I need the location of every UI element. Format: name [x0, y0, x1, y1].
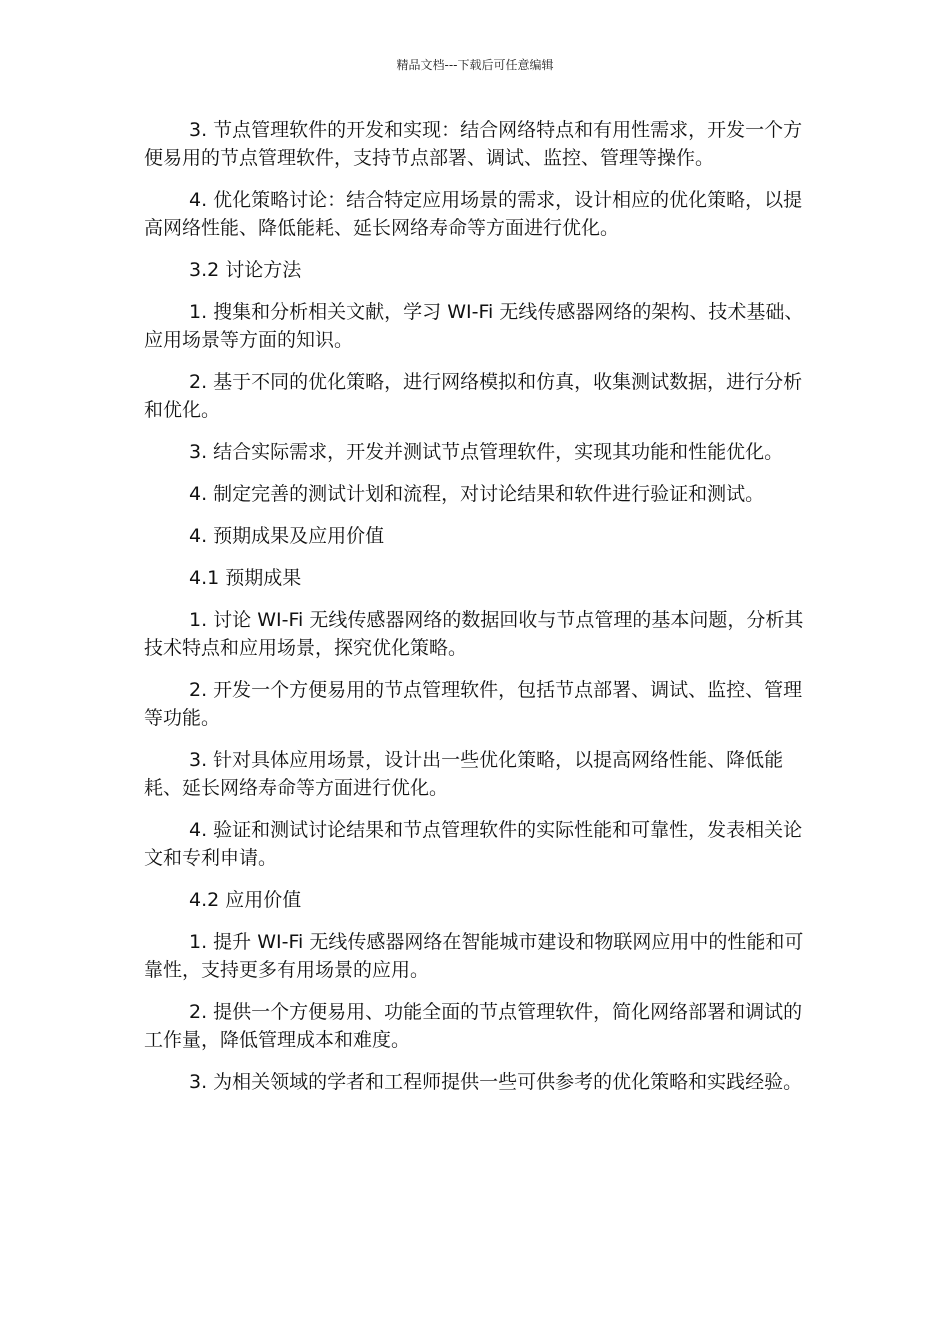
paragraph-value-2: 2. 提供一个方便易用、功能全面的节点管理软件，简化网络部署和调试的工作量，降低管理成本和难度。 [144, 1001, 803, 1051]
paragraph-value-3: 3. 为相关领域的学者和工程师提供一些可供参考的优化策略和实践经验。 [189, 1071, 803, 1093]
paragraph-method-4: 4. 制定完善的测试计划和流程，对讨论结果和软件进行验证和测试。 [189, 483, 765, 505]
paragraph-outcome-2: 2. 开发一个方便易用的节点管理软件，包括节点部署、调试、监控、管理等功能。 [144, 679, 803, 729]
paragraph-optimization: 4. 优化策略讨论：结合特定应用场景的需求，设计相应的优化策略，以提高网络性能、降低能耗、延长网络寿命等方面进行优化。 [144, 189, 803, 239]
document-body [144, 116, 808, 1110]
heading-research-method: 3.2 讨论方法 [189, 259, 302, 281]
page-header: 精品文档---下载后可任意编辑 [396, 58, 554, 72]
paragraph-outcome-4: 4. 验证和测试讨论结果和节点管理软件的实际性能和可靠性，发表相关论文和专利申请。 [144, 819, 803, 869]
heading-expected-results: 4. 预期成果及应用价值 [189, 525, 385, 547]
paragraph-dev-software: 3. 节点管理软件的开发和实现：结合网络特点和有用性需求，开发一个方便易用的节点管理软件，支持节点部署、调试、监控、管理等操作。 [144, 119, 803, 169]
paragraph-method-3: 3. 结合实际需求，开发并测试节点管理软件，实现其功能和性能优化。 [189, 441, 784, 463]
heading-application-value: 4.2 应用价值 [189, 889, 302, 911]
paragraph-method-1: 1. 搜集和分析相关文献，学习 WI-Fi 无线传感器网络的架构、技术基础、应用场景等方面的知识。 [144, 301, 804, 351]
paragraph-method-2: 2. 基于不同的优化策略，进行网络模拟和仿真，收集测试数据，进行分析和优化。 [144, 371, 803, 421]
paragraph-outcome-3: 3. 针对具体应用场景，设计出一些优化策略，以提高网络性能、降低能耗、延长网络寿命等方面进行优化。 [144, 749, 784, 799]
paragraph-value-1: 1. 提升 WI-Fi 无线传感器网络在智能城市建设和物联网应用中的性能和可靠性，支持更多有用场景的应用。 [144, 931, 804, 981]
paragraph-outcome-1: 1. 讨论 WI-Fi 无线传感器网络的数据回收与节点管理的基本问题，分析其技术特点和应用场景，探究优化策略。 [144, 609, 804, 659]
heading-expected-outcomes: 4.1 预期成果 [189, 567, 302, 589]
